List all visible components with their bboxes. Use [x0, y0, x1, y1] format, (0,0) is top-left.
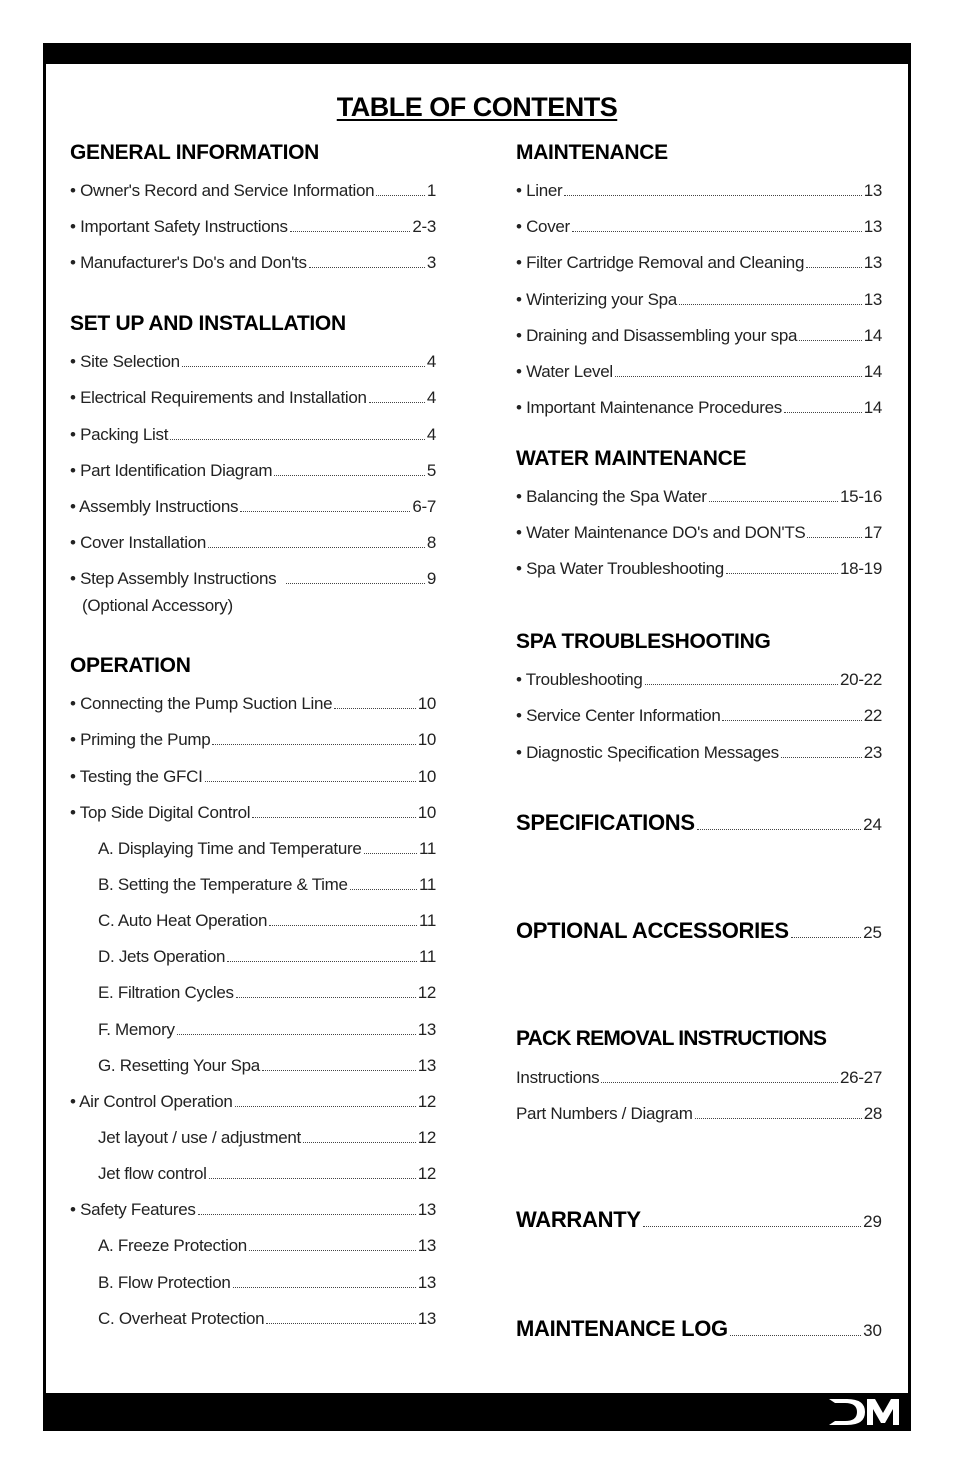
- toc-subentry[interactable]: A. Displaying Time and Temperature 11: [98, 839, 436, 858]
- toc-entry[interactable]: • Filter Cartridge Removal and Cleaning 13: [516, 253, 882, 272]
- toc-entry[interactable]: • Part Identification Diagram 5: [70, 461, 436, 480]
- toc-entry[interactable]: • Spa Water Troubleshooting 18-19: [516, 559, 882, 578]
- section-heading-operation: OPERATION: [70, 654, 191, 677]
- toc-subentry[interactable]: A. Freeze Protection 13: [98, 1236, 436, 1255]
- toc-entry[interactable]: • Troubleshooting 20-22: [516, 670, 882, 689]
- toc-subentry[interactable]: G. Resetting Your Spa 13: [98, 1056, 436, 1075]
- toc-entry[interactable]: • Important Safety Instructions 2-3: [70, 217, 436, 236]
- section-heading-water-maintenance: WATER MAINTENANCE: [516, 447, 747, 470]
- section-heading-pack-removal-instructions: PACK REMOVAL INSTRUCTIONS: [516, 1027, 827, 1050]
- toc-subentry[interactable]: E. Filtration Cycles 12: [98, 983, 436, 1002]
- toc-entry-warranty[interactable]: WARRANTY 29: [516, 1207, 882, 1232]
- toc-entry[interactable]: Instructions 26-27: [516, 1068, 882, 1087]
- toc-entry[interactable]: • Top Side Digital Control 10: [70, 803, 436, 822]
- toc-entry[interactable]: • Owner's Record and Service Information 1: [70, 181, 436, 200]
- toc-subentry[interactable]: C. Overheat Protection 13: [98, 1309, 436, 1328]
- toc-entry[interactable]: • Connecting the Pump Suction Line 10: [70, 694, 436, 713]
- toc-entry[interactable]: • Step Assembly Instructions 9: [70, 569, 436, 588]
- toc-entry[interactable]: • Water Maintenance DO's and DON'TS 17: [516, 523, 882, 542]
- toc-entry[interactable]: • Site Selection 4: [70, 352, 436, 371]
- toc-entry-specifications[interactable]: SPECIFICATIONS 24: [516, 810, 882, 835]
- toc-entry[interactable]: • Packing List 4: [70, 425, 436, 444]
- toc-subentry[interactable]: B. Flow Protection 13: [98, 1273, 436, 1292]
- toc-entry[interactable]: • Liner 13: [516, 181, 882, 200]
- dm-logo-icon: [827, 1397, 901, 1427]
- toc-entry[interactable]: • Cover Installation 8: [70, 533, 436, 552]
- toc-subentry[interactable]: B. Setting the Temperature & Time 11: [98, 875, 436, 894]
- toc-entry[interactable]: • Priming the Pump 10: [70, 730, 436, 749]
- toc-entry[interactable]: • Electrical Requirements and Installation 4: [70, 388, 436, 407]
- toc-entry[interactable]: • Winterizing your Spa 13: [516, 290, 882, 309]
- toc-entry-maintenance-log[interactable]: MAINTENANCE LOG 30: [516, 1316, 882, 1341]
- toc-entry[interactable]: • Air Control Operation 12: [70, 1092, 436, 1111]
- toc-entry-optional-accessories[interactable]: OPTIONAL ACCESSORIES 25: [516, 918, 882, 943]
- section-heading-set-up-and-installation: SET UP AND INSTALLATION: [70, 312, 346, 335]
- page-title: TABLE OF CONTENTS: [336, 92, 618, 122]
- toc-entry[interactable]: • Cover 13: [516, 217, 882, 236]
- toc-entry[interactable]: • Service Center Information 22: [516, 706, 882, 725]
- toc-subentry[interactable]: Jet flow control 12: [98, 1164, 436, 1183]
- toc-entry[interactable]: • Assembly Instructions 6-7: [70, 497, 436, 516]
- toc-entry[interactable]: • Balancing the Spa Water 15-16: [516, 487, 882, 506]
- section-heading-maintenance: MAINTENANCE: [516, 141, 668, 164]
- section-heading-general-information: GENERAL INFORMATION: [70, 141, 320, 164]
- toc-entry[interactable]: • Testing the GFCI 10: [70, 767, 436, 786]
- toc-subentry[interactable]: Jet layout / use / adjustment 12: [98, 1128, 436, 1147]
- toc-entry[interactable]: • Safety Features 13: [70, 1200, 436, 1219]
- toc-entry[interactable]: • Water Level 14: [516, 362, 882, 381]
- toc-subentry[interactable]: F. Memory 13: [98, 1020, 436, 1039]
- toc-subentry[interactable]: C. Auto Heat Operation 11: [98, 911, 436, 930]
- toc-entry[interactable]: • Manufacturer's Do's and Don'ts 3: [70, 253, 436, 272]
- toc-entry[interactable]: • Important Maintenance Procedures 14: [516, 398, 882, 417]
- toc-entry-note: (Optional Accessory): [82, 596, 233, 615]
- toc-entry[interactable]: • Diagnostic Specification Messages 23: [516, 743, 882, 762]
- toc-entry[interactable]: • Draining and Disassembling your spa 14: [516, 326, 882, 345]
- toc-entry[interactable]: Part Numbers / Diagram 28: [516, 1104, 882, 1123]
- section-heading-spa-troubleshooting: SPA TROUBLESHOOTING: [516, 630, 771, 653]
- toc-subentry[interactable]: D. Jets Operation 11: [98, 947, 436, 966]
